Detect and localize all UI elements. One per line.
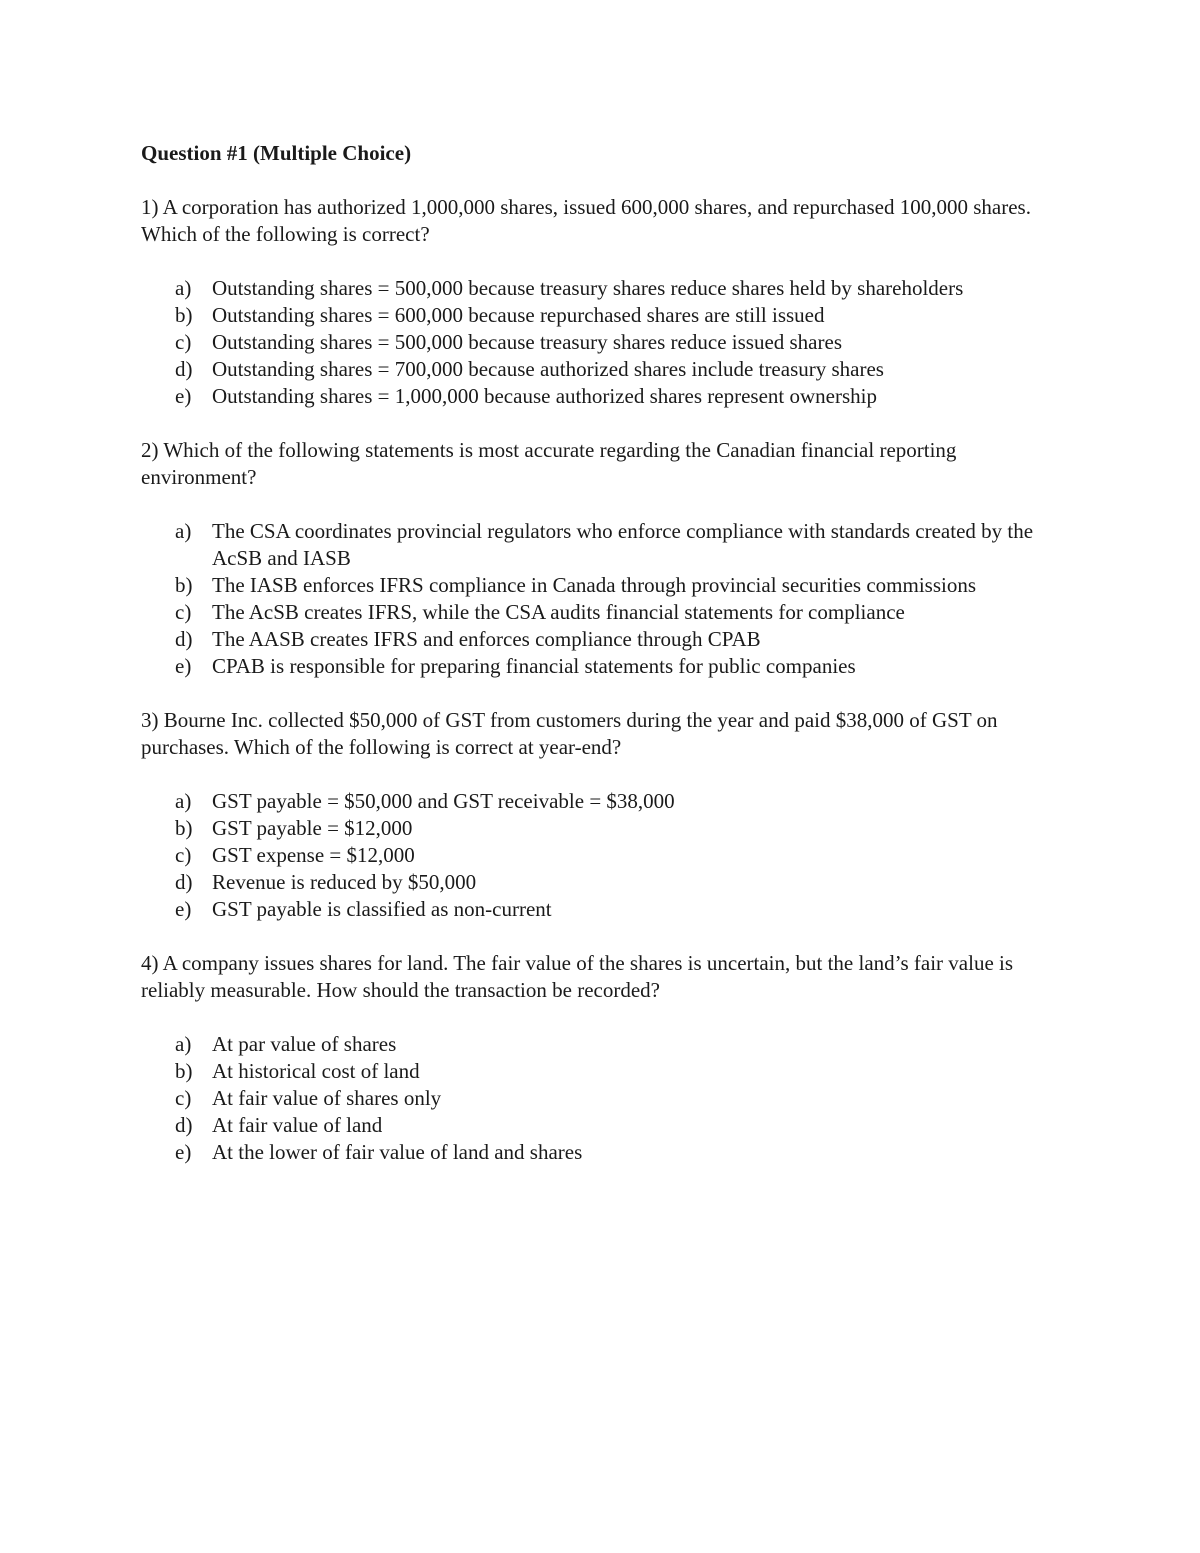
question-4-options — [141, 1031, 1071, 1166]
option-letter: e) — [175, 1140, 192, 1164]
question-2-stem: 2) Which of the following statements is most accurate regarding the Canadian financial reporting environment? — [141, 438, 957, 489]
question-2-option-b — [141, 572, 1071, 599]
option-text: GST payable is classified as non-current — [212, 897, 552, 921]
option-letter: d) — [175, 1113, 193, 1137]
question-3-option-a — [141, 788, 1071, 815]
option-text: At historical cost of land — [212, 1059, 420, 1083]
question-1-option-e — [141, 383, 1071, 410]
question-2-option-a — [141, 518, 1071, 572]
option-letter: a) — [175, 276, 192, 300]
option-letter: c) — [175, 330, 192, 354]
option-letter: c) — [175, 843, 192, 867]
option-letter: b) — [175, 1059, 193, 1083]
question-3-option-b — [141, 815, 1071, 842]
question-3-option-c — [141, 842, 1071, 869]
question-3-stem: 3) Bourne Inc. collected $50,000 of GST from customers during the year and paid $38,000 of GST on purchases. Which of the following is correct at year-end? — [141, 708, 998, 759]
question-1-stem: 1) A corporation has authorized 1,000,000 shares, issued 600,000 shares, and repurchased 100,000 shares. Which of the following is correct? — [141, 195, 1031, 246]
option-text: The AASB creates IFRS and enforces compliance through CPAB — [212, 627, 761, 651]
question-4-option-b — [141, 1058, 1071, 1085]
option-letter: d) — [175, 870, 193, 894]
option-text: At fair value of land — [212, 1113, 383, 1137]
question-4-stem: 4) A company issues shares for land. The fair value of the shares is uncertain, but the land’s fair value is reliably measurable. How should the transaction be recorded? — [141, 951, 1014, 1002]
option-text: Outstanding shares = 600,000 because repurchased shares are still issued — [212, 303, 825, 327]
question-4-option-a — [141, 1031, 1071, 1058]
question-2-options — [141, 518, 1071, 680]
question-3-options — [141, 788, 1071, 923]
question-2-option-c — [141, 599, 1071, 626]
option-text: GST expense = $12,000 — [212, 843, 415, 867]
option-text: Revenue is reduced by $50,000 — [212, 870, 477, 894]
question-2-option-e — [141, 653, 1071, 680]
question-1-options — [141, 275, 1071, 410]
question-4-option-d — [141, 1112, 1071, 1139]
option-text: GST payable = $12,000 — [212, 816, 413, 840]
question-4-option-e — [141, 1139, 1071, 1166]
option-letter: b) — [175, 816, 193, 840]
option-letter: e) — [175, 897, 192, 921]
option-text: The IASB enforces IFRS compliance in Canada through provincial securities commissions — [212, 573, 977, 597]
question-1-option-c — [141, 329, 1071, 356]
question-4-option-c — [141, 1085, 1071, 1112]
option-letter: b) — [175, 303, 193, 327]
option-letter: b) — [175, 573, 193, 597]
question-1-option-d — [141, 356, 1071, 383]
document-page — [141, 140, 1071, 1193]
option-letter: c) — [175, 1086, 192, 1110]
question-1-option-b — [141, 302, 1071, 329]
option-text: Outstanding shares = 1,000,000 because authorized shares represent ownership — [212, 384, 877, 408]
option-text: At par value of shares — [212, 1032, 397, 1056]
question-3-option-e — [141, 896, 1071, 923]
option-letter: e) — [175, 654, 192, 678]
option-text: The AcSB creates IFRS, while the CSA audits financial statements for compliance — [212, 600, 905, 624]
option-text: At fair value of shares only — [212, 1086, 442, 1110]
option-letter: a) — [175, 1032, 192, 1056]
question-2-option-d — [141, 626, 1071, 653]
question-3-option-d — [141, 869, 1071, 896]
option-letter: d) — [175, 357, 193, 381]
option-text: Outstanding shares = 700,000 because authorized shares include treasury shares — [212, 357, 884, 381]
question-1-option-a — [141, 275, 1071, 302]
option-text: At the lower of fair value of land and shares — [212, 1140, 583, 1164]
option-text: Outstanding shares = 500,000 because treasury shares reduce issued shares — [212, 330, 842, 354]
option-text: CPAB is responsible for preparing financial statements for public companies — [212, 654, 856, 678]
option-text: GST payable = $50,000 and GST receivable = $38,000 — [212, 789, 675, 813]
option-letter: a) — [175, 519, 192, 543]
option-letter: e) — [175, 384, 192, 408]
page-title: Question #1 (Multiple Choice) — [141, 141, 412, 165]
option-text: Outstanding shares = 500,000 because treasury shares reduce shares held by shareholders — [212, 276, 964, 300]
option-letter: d) — [175, 627, 193, 651]
option-text: The CSA coordinates provincial regulators who enforce compliance with standards created by the AcSB and IASB — [212, 519, 1034, 570]
option-letter: a) — [175, 789, 192, 813]
option-letter: c) — [175, 600, 192, 624]
